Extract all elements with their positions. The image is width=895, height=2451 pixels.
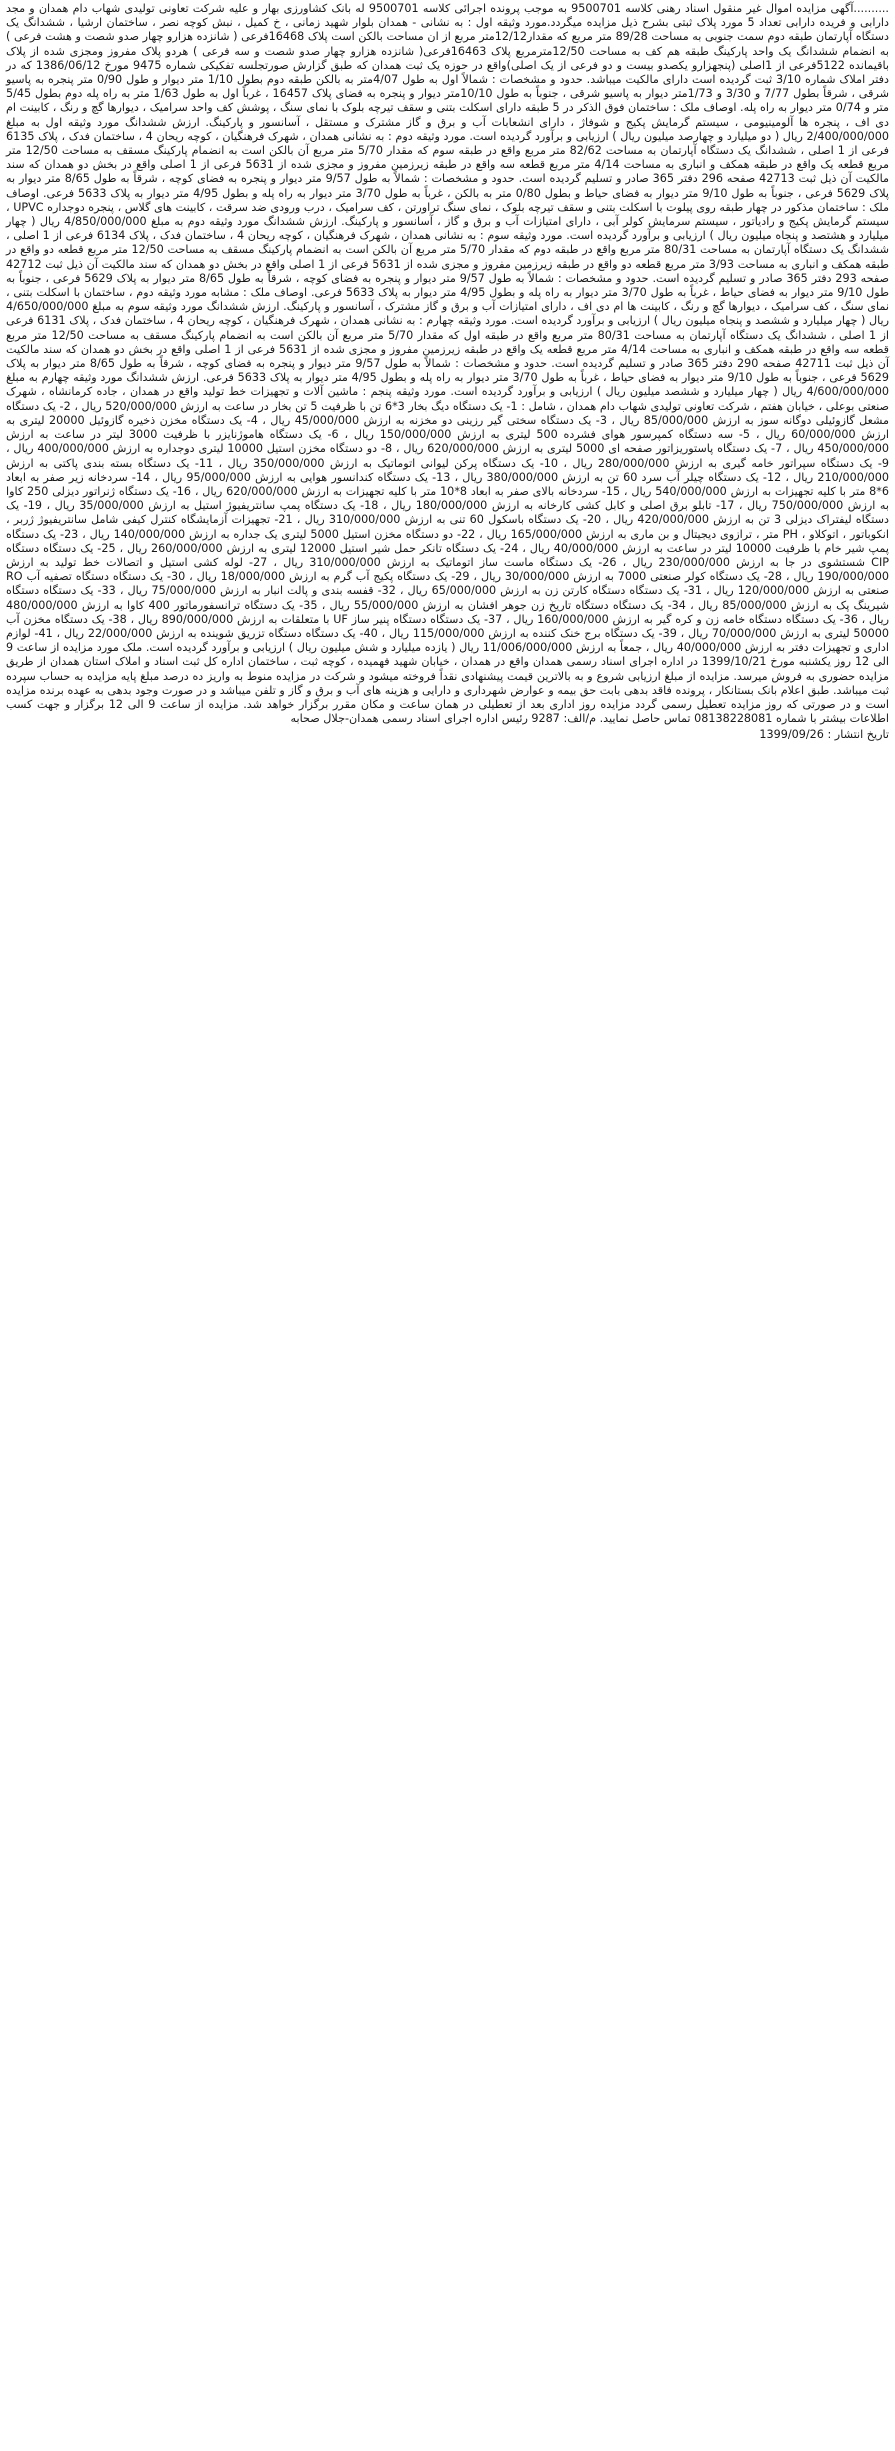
auction-notice-body: ..........آگهی مزایده اموال غیر منقول اسناد رهنی کلاسه 9500701 به موجب پرونده اجرائی کلاسه 9500701 له بانک کشاورزی بهار و علیه شرکت تعاونی تولیدی شهاب دام همدان و مجد دارابی و فریده دارابی تعداد 5 مورد پلاک ثبتی بشرح ذیل مزایده میگردد.مورد وثیقه اول : به نشانی - همدان بلوار شهید زمانی ، خ کمیل ، نبش کوچه نصر ، ساختمان ارشیا ، ششدانگ یک دستگاه آپارتمان طبقه دوم سمت جنوبی به مساحت 89/28 متر مربع که مقدار12/12متر مربع از ان مساحت بالکن است پلاک 16468فرعی ( شانزده هزارو چهار صدو شصت و هشت فرعی ) به انضمام ششدانگ یک واحد پارکینگ طبقه هم کف به مساحت 12/50مترمربع پلاک 16463فرعی( شانزده هزارو چهار صدو شصت و سه فرعی ) هردو پلاک مفروز ومجزی شده از پلاک باقیمانده 5122فرعی از 1اصلی (پنجهزارو یکصدو بیست و دو فرعی از یک اصلی)واقع در حوزه یک ثبت همدان که طبق گزارش صورتجلسه تفکیکی شماره 9475 مورخ 1386/06/12 که در دفتر املاک شماره 3/10 ثبت گردیده است دارای مالکیت میباشد. حدود و مشخصات : شمالاً اول به طول 4/07متر به بالکن طبقه دوم بطول 1/10 متر دیوار و طول 0/90 متر پنجره به پاسیو شرقی ، شرقاً بطول 7/77 و 3/30 و 1/73متر دیوار به پاسیو شرقی ، جنوباً به طول 10/10متر دیوار و پنجره به فضای پلاک 16457 ، غرباً اول به طول 1/63 متر به راه پله دوم بطول 5/45 متر و 0/74 متر دیوار به راه پله. اوصاف ملک : ساختمان فوق الذکر در 5 طبقه دارای اسکلت بتنی و سقف تیرچه بلوک با نمای سنگ ، پوشش کف واحد سرامیک ، دیوارها گچ و رنگ ، کابینت ام دی اف ، پنجره ها آلومینیومی ، سیستم گرمایش پکیج و شوفاژ ، دارای انشعابات آب و برق و گاز مشترک و مستقل ، آسانسور و پارکینگ. ارزش ششدانگ مورد وثیقه اول به مبلغ 2/400/000/000 ریال ( دو میلیارد و چهارصد میلیون ریال ) ارزیابی و برآورد گردیده است. مورد وثیقه دوم : به نشانی همدان ، شهرک فرهنگیان ، کوچه ریحان 4 ، ساختمان فدک ، پلاک 6135 فرعی از 1 اصلی ، ششدانگ یک دستگاه آپارتمان به مساحت 82/62 متر مربع واقع در طبقه سوم که مقدار 5/70 متر مربع آن بالکن است به انضمام پارکینگ مسقف به مساحت 12/50 متر مربع قطعه یک واقع در طبقه همکف و انباری به مساحت 4/14 متر مربع قطعه سه واقع در طبقه زیرزمین مفروز و مجزی شده از 5631 فرعی از 1 اصلی واقع در بخش دو همدان که سند مالکیت آن ذیل ثبت 42713 صفحه 296 دفتر 365 صادر و تسلیم گردیده است. حدود و مشخصات : شمالاً به طول 9/57 متر دیوار و پنجره به فضای کوچه ، شرقاً به طول 8/65 متر دیوار به پلاک 5629 فرعی ، جنوباً به طول 9/10 متر دیوار به فضای حیاط و بطول 0/80 متر به بالکن ، غرباً به طول 3/70 متر دیوار به راه پله و بطول 4/95 متر دیوار به پلاک 5633 فرعی. اوصاف ملک : ساختمان مذکور در چهار طبقه روی پیلوت با اسکلت بتنی و سقف تیرچه بلوک ، نمای سنگ تراورتن ، کف سرامیک ، درب ورودی ضد سرقت ، کابینت های گلاس ، پنجره دوجداره UPVC ، سیستم گرمایش پکیج و رادیاتور ، سیستم سرمایش کولر آبی ، دارای امتیازات آب و برق و گاز ، آسانسور و پارکینگ. ارزش ششدانگ مورد وثیقه دوم به مبلغ 4/850/000/000 ریال ( چهار میلیارد و هشتصد و پنجاه میلیون ریال ) ارزیابی و برآورد گردیده است. مورد وثیقه سوم : به نشانی همدان ، شهرک فرهنگیان ، کوچه ریحان 4 ، ساختمان فدک ، پلاک 6134 فرعی از 1 اصلی ، ششدانگ یک دستگاه آپارتمان به مساحت 80/31 متر مربع واقع در طبقه دوم که مقدار 5/70 متر مربع آن بالکن است به انضمام پارکینگ مسقف به مساحت 12/50 متر مربع قطعه دو واقع در طبقه همکف و انباری به مساحت 3/93 متر مربع قطعه دو واقع در طبقه زیرزمین مفروز و مجزی شده از 5631 فرعی از 1 اصلی واقع در بخش دو همدان که سند مالکیت آن ذیل ثبت 42712 صفحه 293 دفتر 365 صادر و تسلیم گردیده است. حدود و مشخصات : شمالاً به طول 9/57 متر دیوار و پنجره به فضای کوچه ، شرقاً به طول 8/65 متر دیوار به پلاک 5629 فرعی ، جنوباً به طول 9/10 متر دیوار به فضای حیاط ، غرباً به طول 3/70 متر دیوار به راه پله و بطول 4/95 متر دیوار به پلاک 5633 فرعی. اوصاف ملک : مشابه مورد وثیقه دوم ، ساختمان با اسکلت بتنی ، نمای سنگ ، کف سرامیک ، دیوارها گچ و رنگ ، کابینت ها ام دی اف ، دارای امتیازات آب و برق و گاز مشترک ، آسانسور و پارکینگ. ارزش ششدانگ مورد وثیقه سوم به مبلغ 4/650/000/000 ریال ( چهار میلیارد و ششصد و پنجاه میلیون ریال ) ارزیابی و برآورد گردیده است. مورد وثیقه چهارم : به نشانی همدان ، شهرک فرهنگیان ، کوچه ریحان 4 ، ساختمان فدک ، پلاک 6131 فرعی از 1 اصلی ، ششدانگ یک دستگاه آپارتمان به مساحت 80/31 متر مربع واقع در طبقه اول که مقدار 5/70 متر مربع آن بالکن است به انضمام پارکینگ مسقف به مساحت 12/50 متر مربع قطعه سه واقع در طبقه همکف و انباری به مساحت 4/14 متر مربع قطعه یک واقع در طبقه زیرزمین مفروز و مجزی شده از 5631 فرعی از 1 اصلی واقع در بخش دو همدان که سند مالکیت آن ذیل ثبت 42711 صفحه 290 دفتر 365 صادر و تسلیم گردیده است. حدود و مشخصات : شمالاً به طول 9/57 متر دیوار و پنجره به فضای کوچه ، شرقاً به طول 8/65 متر دیوار به پلاک 5629 فرعی ، جنوباً به طول 9/10 متر دیوار به فضای حیاط ، غرباً به طول 3/70 متر دیوار به راه پله و بطول 4/95 متر دیوار به پلاک 5633 فرعی. ارزش ششدانگ مورد وثیقه چهارم به مبلغ 4/600/000/000 ریال ( چهار میلیارد و ششصد میلیون ریال ) ارزیابی و برآورد گردیده است. مورد وثیقه پنجم : ماشین آلات و تجهیزات خط تولید واقع در همدان ، جاده کرمانشاه ، شهرک صنعتی بوعلی ، خیابان هفتم ، شرکت تعاونی تولیدی شهاب دام همدان ، شامل : 1- یک دستگاه دیگ بخار 3*6 تن با ظرفیت 5 تن بخار در ساعت به ارزش 520/000/000 ریال ، 2- یک دستگاه مشعل گازوئیلی دوگانه سوز به ارزش 85/000/000 ریال ، 3- یک دستگاه سختی گیر رزینی دو مخزنه به ارزش 45/000/000 ریال ، 4- یک دستگاه مخزن ذخیره گازوئیل 20000 لیتری به ارزش 60/000/000 ریال ، 5- سه دستگاه کمپرسور هوای فشرده 500 لیتری به ارزش 150/000/000 ریال ، 6- یک دستگاه هاموژنایزر با ظرفیت 3000 لیتر در ساعت به ارزش 450/000/000 ریال ، 7- یک دستگاه پاستوریزاتور صفحه ای 5000 لیتری به ارزش 620/000/000 ریال ، 8- دو دستگاه مخزن استیل 10000 لیتری دوجداره به ارزش 400/000/000 ریال ، 9- یک دستگاه سپراتور خامه گیری به ارزش 280/000/000 ریال ، 10- یک دستگاه پرکن لیوانی اتوماتیک به ارزش 350/000/000 ریال ، 11- یک دستگاه بسته بندی پاکتی به ارزش 210/000/000 ریال ، 12- یک دستگاه چیلر آب سرد 60 تن به ارزش 380/000/000 ریال ، 13- یک دستگاه کندانسور هوایی به ارزش 95/000/000 ریال ، 14- سردخانه زیر صفر به ابعاد 6*8 متر با کلیه تجهیزات به ارزش 540/000/000 ریال ، 15- سردخانه بالای صفر به ابعاد 8*10 متر با کلیه تجهیزات به ارزش 620/000/000 ریال ، 16- یک دستگاه ژنراتور دیزلی 250 کاوا به ارزش 750/000/000 ریال ، 17- تابلو برق اصلی و کابل کشی کارخانه به ارزش 180/000/000 ریال ، 18- یک دستگاه پمپ سانتریفیوژ استیل به ارزش 35/000/000 ریال ، 19- یک دستگاه لیفتراک دیزلی 3 تن به ارزش 420/000/000 ریال ، 20- یک دستگاه باسکول 60 تنی به ارزش 310/000/000 ریال ، 21- تجهیزات آزمایشگاه کنترل کیفی شامل سانتریفیوژ ژربر ، انکوباتور ، اتوکلاو ، PH متر ، ترازوی دیجیتال و بن ماری به ارزش 165/000/000 ریال ، 22- دو دستگاه مخزن استیل 5000 لیتری یک جداره به ارزش 140/000/000 ریال ، 23- یک دستگاه پمپ شیر خام با ظرفیت 10000 لیتر در ساعت به ارزش 40/000/000 ریال ، 24- یک دستگاه تانکر حمل شیر استیل 12000 لیتری به ارزش 260/000/000 ریال ، 25- یک دستگاه دستگاه CIP شستشوی در جا به ارزش 230/000/000 ریال ، 26- یک دستگاه ماست ساز اتوماتیک به ارزش 310/000/000 ریال ، 27- لوله کشی استیل و اتصالات خط تولید به ارزش 190/000/000 ریال ، 28- یک دستگاه کولر صنعتی 7000 به ارزش 30/000/000 ریال ، 29- یک دستگاه پکیج آب گرم به ارزش 18/000/000 ریال ، 30- یک دستگاه دستگاه تصفیه آب RO صنعتی به ارزش 120/000/000 ریال ، 31- یک دستگاه دستگاه کارتن زن به ارزش 65/000/000 ریال ، 32- قفسه بندی و پالت انبار به ارزش 75/000/000 ریال ، 33- یک دستگاه دستگاه شیرینگ پک به ارزش 85/000/000 ریال ، 34- یک دستگاه دستگاه تاریخ زن جوهر افشان به ارزش 55/000/000 ریال ، 35- یک دستگاه ترانسفورماتور 400 کاوا به ارزش 480/000/000 ریال ، 36- یک دستگاه دستگاه خامه زن و کره گیر به ارزش 160/000/000 ریال ، 37- یک دستگاه دستگاه پنیر ساز UF با متعلقات به ارزش 890/000/000 ریال ، 38- یک دستگاه مخزن آب 50000 لیتری به ارزش 70/000/000 ریال ، 39- یک دستگاه برج خنک کننده به ارزش 115/000/000 ریال ، 40- یک دستگاه دستگاه تزریق شوینده به ارزش 22/000/000 ریال ، 41- لوازم اداری و تجهیزات دفتر به ارزش 40/000/000 ریال ، جمعاً به ارزش 11/006/000/000 ریال ( یازده میلیارد و شش میلیون ریال ) ارزیابی و برآورد گردیده است. ملک مورد مزایده از ساعت 9 الی 12 روز یکشنبه مورخ 1399/10/21 در اداره اجرای اسناد رسمی همدان واقع در همدان ، خیابان شهید فهمیده ، کوچه ثبت ، ساختمان اداره کل ثبت اسناد و املاک استان همدان از طریق مزایده حضوری به فروش میرسد. مزایده از مبلغ ارزیابی شروع و به بالاترین قیمت پیشنهادی نقداً فروخته میشود و شرکت در مزایده منوط به واریز ده درصد مبلغ پایه مزایده به حساب سپرده ثبت میباشد. طبق اعلام بانک بستانکار ، پرونده فاقد بدهی بابت حق بیمه و عوارض شهرداری و دارایی و هزینه های آب و برق و گاز و تلفن میباشد و در صورت وجود بدهی به عهده برنده مزایده است و در صورتی که روز مزایده تعطیل رسمی گردد مزایده روز اداری بعد از تعطیلی در همان ساعت و مکان مقرر برگزار خواهد شد. مزایده از ساعت 9 الی 12 برگزار و جهت کسب اطلاعات بیشتر با شماره 08138228081 تماس حاصل نمایید. م/الف: 9287 رئیس اداره اجرای اسناد رسمی همدان-جلال صحابه bbox=[6, 2, 890, 726]
publication-date: تاریخ انتشار : 1399/09/26 bbox=[759, 728, 889, 742]
